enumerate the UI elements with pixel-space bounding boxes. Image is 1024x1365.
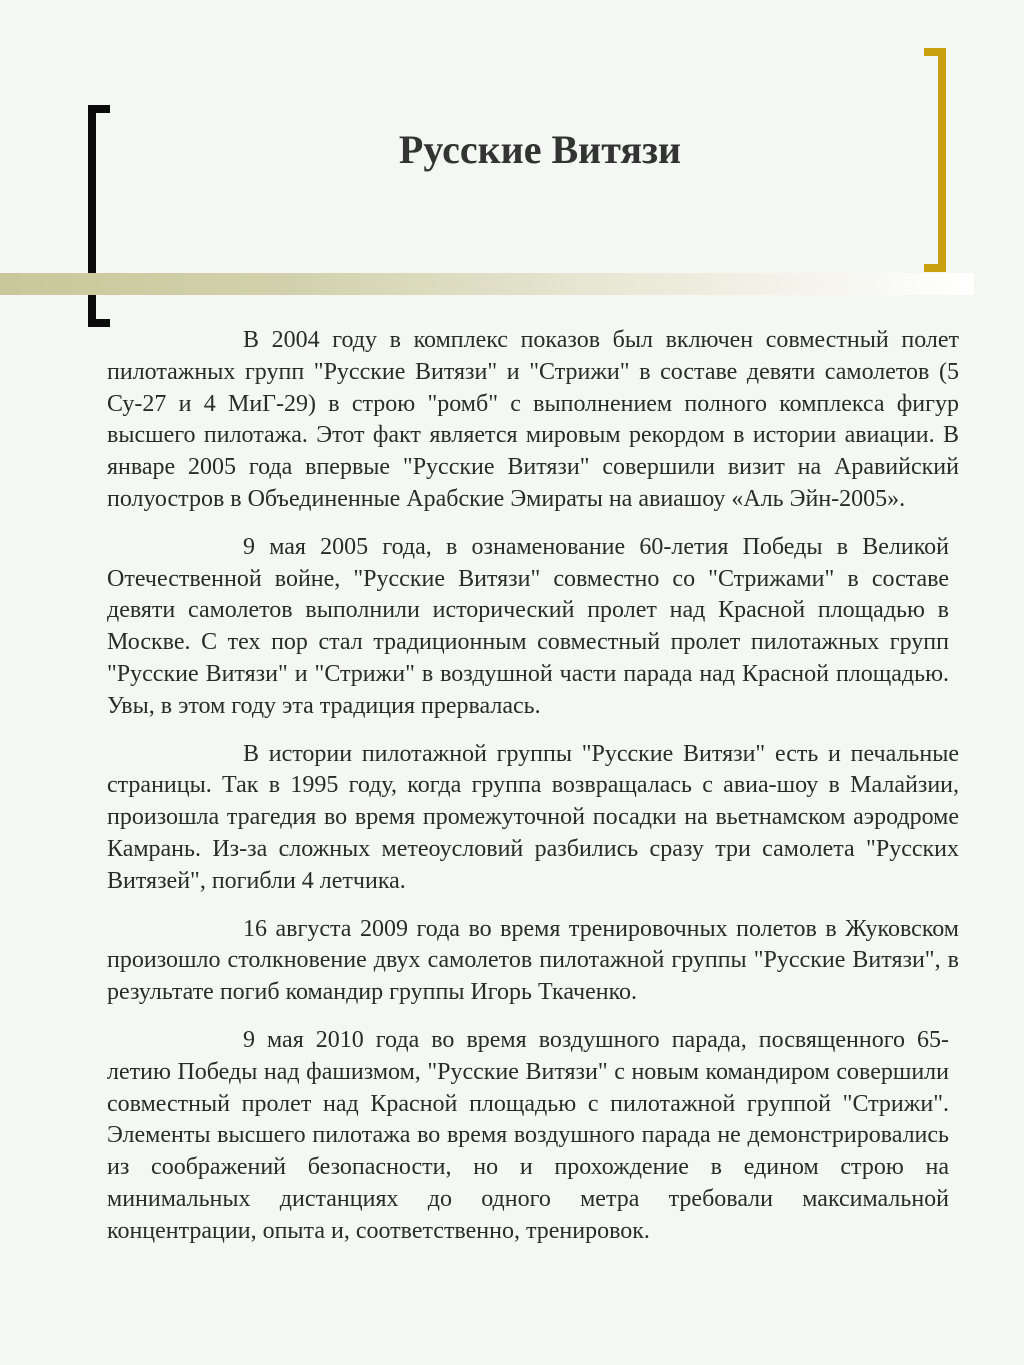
header-gradient-band xyxy=(0,273,974,295)
page-title: Русские Витязи xyxy=(398,127,682,172)
paragraph-2005-victory-parade: 9 мая 2005 года, в ознаменование 60-летия Победы в Великой Отечественной войне, "Русские Витязи" совместно со "Стрижами" в составе девяти самолетов выполнили исторический пролет над Красной площадью в Москве. С тех пор стал традиционным совместный пролет пилотажных групп "Русские Витязи" и "Стрижи" в воздушной части парада над Красной площадью. Увы, в этом году эта традиция прервалась. xyxy=(107,533,949,719)
paragraph-2009-collision: 16 августа 2009 года во время тренировочных полетов в Жуковском произошло столкновение двух самолетов пилотажной группы "Русские Витязи", в результате погиб командир группы Игорь Ткаченко. xyxy=(107,915,959,1006)
article-body xyxy=(107,325,959,1264)
right-bracket-decoration xyxy=(924,48,946,272)
paragraph-2004-joint-flight: В 2004 году в комплекс показов был включен совместный полет пилотажных групп "Русские Витязи" и "Стрижи" в составе девяти самолетов (5 Су-27 и 4 МиГ-29) в строю "ромб" с выполнением полного комплекса фигур высшего пилотажа. Этот факт является мировым рекордом в истории авиации. В январе 2005 года впервые "Русские Витязи" совершили визит на Аравийский полуостров в Объединенные Арабские Эмираты на авиашоу «Аль Эйн-2005». xyxy=(107,327,959,512)
paragraph-2010-parade: 9 мая 2010 года во время воздушного парада, посвященного 65-летию Победы над фашизмом, "Русские Витязи" с новым командиром совершили совместный пролет над Красной площадью с пилотажной группой "Стрижи". Элементы высшего пилотажа во время воздушного парада не демонстрировались из соображений безопасности, но и прохождение в едином строю на минимальных дистанциях до одного метра требовали максимальной концентрации, опыта и, соответственно, тренировок. xyxy=(107,1026,949,1244)
paragraph-1995-tragedy: В истории пилотажной группы "Русские Витязи" есть и печальные страницы. Так в 1995 году, когда группа возвращалась с авиа-шоу в Малайзии, произошла трагедия во время промежуточной посадки на вьетнамском аэродроме Камрань. Из-за сложных метеоусловий разбились сразу три самолета "Русских Витязей", погибли 4 летчика. xyxy=(107,740,959,894)
